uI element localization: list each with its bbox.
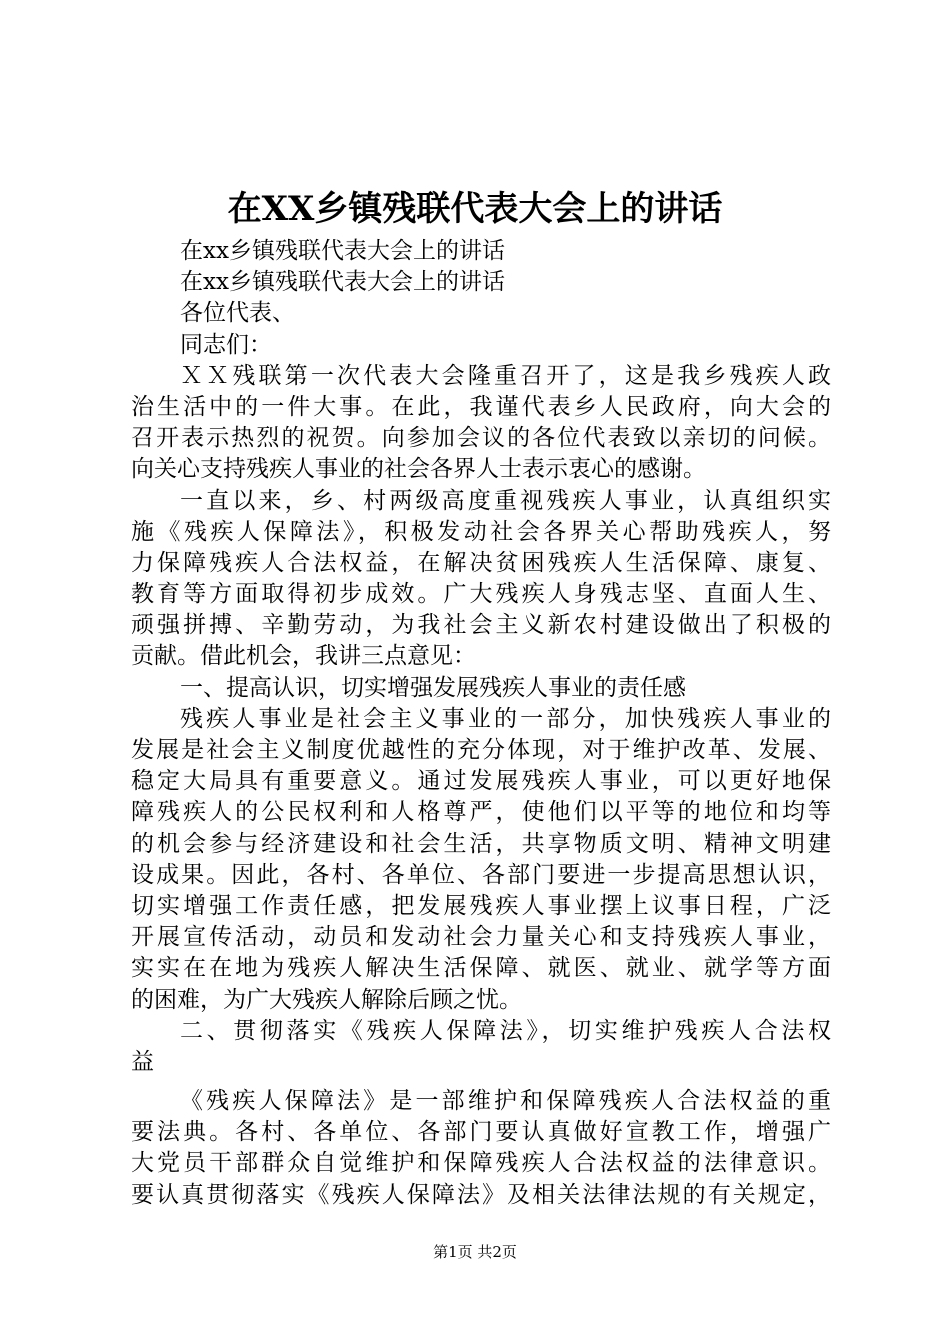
text-line: 施《残疾人保障法》，积极发动社会各界关心帮助残疾人，努 <box>131 518 831 545</box>
document-body <box>131 236 831 1211</box>
text-line: 的困难，为广大残疾人解除后顾之忧。 <box>131 986 522 1013</box>
text-line: 开展宣传活动，动员和发动社会力量关心和支持残疾人事业， <box>131 924 831 951</box>
text-line: 同志们： <box>180 331 272 358</box>
text-line: 一、提高认识，切实增强发展残疾人事业的责任感 <box>180 674 686 701</box>
text-line: 各位代表、 <box>180 300 295 327</box>
document-title: 在XX乡镇残联代表大会上的讲话 <box>227 189 723 229</box>
text-line: 大党员干部群众自觉维护和保障残疾人合法权益的法律意识。 <box>131 1150 831 1177</box>
text-line: 要法典。各村、各单位、各部门要认真做好宣教工作，增强广 <box>131 1119 831 1146</box>
text-line: 稳定大局具有重要意义。通过发展残疾人事业，可以更好地保 <box>131 768 831 795</box>
text-line: 召开表示热烈的祝贺。向参加会议的各位代表致以亲切的问候。 <box>131 425 831 452</box>
text-line: 残疾人事业是社会主义事业的一部分，加快残疾人事业的 <box>180 705 831 732</box>
text-line: 设成果。因此，各村、各单位、各部门要进一步提高思想认识， <box>131 861 831 888</box>
text-line: 益 <box>131 1048 154 1075</box>
page-footer: 第1页 共2页 <box>433 1243 517 1261</box>
text-line: 实实在在地为残疾人解决生活保障、就医、就业、就学等方面 <box>131 955 831 982</box>
text-line: 切实增强工作责任感，把发展残疾人事业摆上议事日程，广泛 <box>131 892 831 919</box>
text-line: 向关心支持残疾人事业的社会各界人士表示衷心的感谢。 <box>131 456 706 483</box>
text-line: 的机会参与经济建设和社会生活，共享物质文明、精神文明建 <box>131 830 831 857</box>
text-line: 治生活中的一件大事。在此，我谨代表乡人民政府，向大会的 <box>131 393 831 420</box>
text-line: 一直以来，乡、村两级高度重视残疾人事业，认真组织实 <box>180 487 831 514</box>
text-line: 要认真贯彻落实《残疾人保障法》及相关法律法规的有关规定， <box>131 1181 831 1208</box>
text-line: 障残疾人的公民权利和人格尊严，使他们以平等的地位和均等 <box>131 799 831 826</box>
text-line: 在xx乡镇残联代表大会上的讲话 <box>180 269 505 296</box>
text-line: 顽强拼搏、辛勤劳动，为我社会主义新农村建设做出了积极的 <box>131 612 831 639</box>
text-line: 二、贯彻落实《残疾人保障法》，切实维护残疾人合法权 <box>180 1017 831 1044</box>
paragraph-gap <box>131 1078 831 1086</box>
text-line: 在xx乡镇残联代表大会上的讲话 <box>180 238 505 264</box>
text-line: ＸＸ残联第一次代表大会隆重召开了，这是我乡残疾人政 <box>180 362 831 389</box>
text-line: 教育等方面取得初步成效。广大残疾人身残志坚、直面人生、 <box>131 581 831 608</box>
text-line: 力保障残疾人合法权益，在解决贫困残疾人生活保障、康复、 <box>131 549 831 576</box>
text-line: 《残疾人保障法》是一部维护和保障残疾人合法权益的重 <box>180 1088 831 1115</box>
text-line: 发展是社会主义制度优越性的充分体现，对于维护改革、发展、 <box>131 737 831 763</box>
text-line: 贡献。借此机会，我讲三点意见： <box>131 643 476 670</box>
